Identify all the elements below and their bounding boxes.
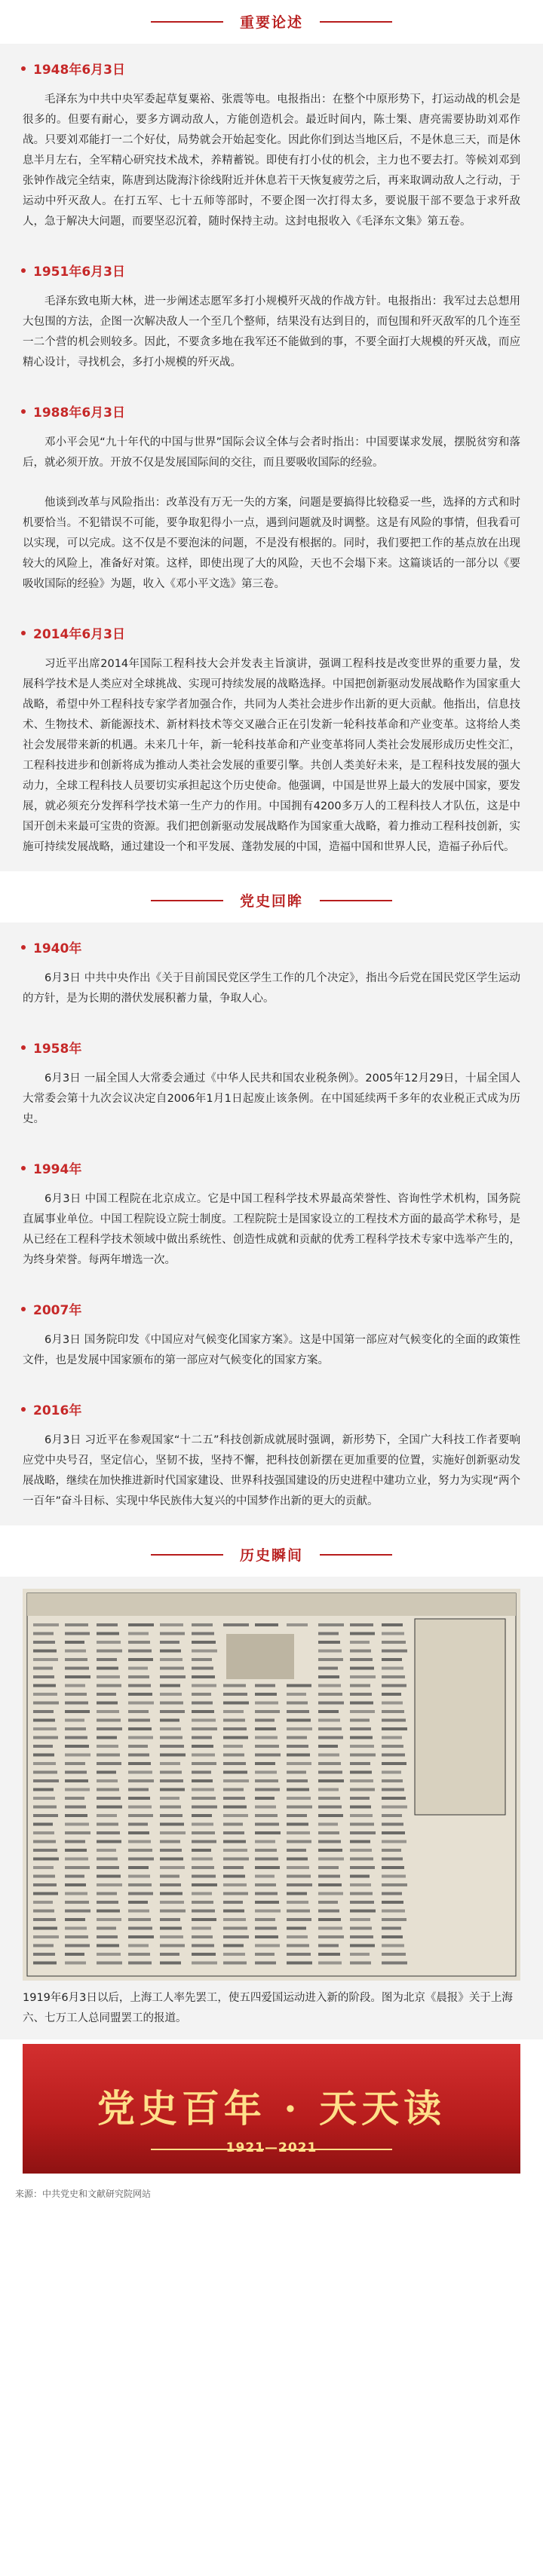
- banner-years: 1921—2021: [225, 2140, 318, 2155]
- review-block: [0, 922, 543, 1525]
- date-heading: [0, 608, 543, 648]
- paragraph: 6月3日 国务院印发《中国应对气候变化国家方案》。这是中国第一部应对气候变化的全面的政策性文件，也是发展中国家颁布的第一部应对气候变化的国家方案。: [23, 1334, 520, 1366]
- bullet-dot-icon: [21, 1307, 26, 1311]
- section-history-moment: [0, 1525, 543, 2039]
- date-label: 2014年6月3日: [33, 627, 125, 642]
- paragraph: 毛泽东致电斯大林，进一步阐述志愿军多打小规模歼灭战的作战方针。电报指出：我军过去总想用大包围的方法，企图一次解决敌人一个至几个整师，结果没有达到目的，而包围和歼灭敌军的几个连至一二个营的机会则较多。因此，不要贪多地在我军还不能做到的事，不要全面打大规模的歼灭战，而应精心设计，寻找机会，多打小规模的歼灭战。: [23, 295, 520, 369]
- date-heading: [0, 246, 543, 286]
- newspaper-illustration: [23, 1589, 520, 1981]
- bullet-dot-icon: [21, 409, 26, 414]
- section-title: 重要论述: [223, 11, 320, 32]
- year-label: 1958年: [33, 1042, 82, 1057]
- year-heading: [0, 1384, 543, 1424]
- banner-title: 党史百年 · 天天读: [97, 2086, 446, 2131]
- section-heading-history-review: [0, 885, 543, 915]
- section-history-review: [0, 871, 543, 1525]
- year-label: 2007年: [33, 1303, 82, 1318]
- paragraph: 6月3日 习近平在参观国家“十二五”科技创新成就展时强调，新形势下，全国广大科技工作者要响应党中央号召，坚定信心，坚韧不拔，坚持不懈，把科技创新摆在更加重要的位置，实施好创新驱动发展战略，继续在加快推进新时代国家建设、世界科技强国建设的历史进程中建功立业，努力为实现“两个一百年”奋斗目标、实现中华民族伟大复兴的中国梦作出新的更大的贡献。: [23, 1434, 521, 1507]
- important-list: [0, 44, 543, 871]
- important-block: [0, 44, 543, 871]
- year-heading: [0, 1284, 543, 1324]
- bullet-dot-icon: [21, 1045, 26, 1050]
- year-heading: [0, 922, 543, 962]
- date-heading: [0, 387, 543, 427]
- paragraph: 6月3日 一届全国人大常委会通过《中华人民共和国农业税条例》。2005年12月29日，十届全国人大常委会第十九次会议决定自2006年1月1日起废止该条例。在中国延续两千多年的农业税正式成为历史。: [23, 1072, 520, 1125]
- bullet-dot-icon: [21, 1166, 26, 1170]
- moment-block: [0, 1577, 543, 2039]
- source-text: 来源：中共党史和文献研究院网站: [15, 2189, 152, 2199]
- year-heading: [0, 1143, 543, 1183]
- year-label: 1994年: [33, 1162, 82, 1177]
- paragraph: 6月3日 中国工程院在北京成立。它是中国工程科学技术界最高荣誉性、咨询性学术机构，国务院直属事业单位。中国工程院设立院士制度。工程院院士是国家设立的工程技术方面的最高学术称号，是从已经在工程科学技术领域中做出系统性、创造性成就和贡献的优秀工程科学技术专家中选举产生的，为终身荣誉。每两年增选一次。: [23, 1193, 520, 1266]
- year-heading: [0, 1023, 543, 1063]
- paragraph: 邓小平会见“九十年代的中国与世界”国际会议全体与会者时指出：中国要谋求发展，摆脱贫穷和落后，就必须开放。开放不仅是发展国际间的交往，而且要吸收国际的经验。: [23, 436, 520, 469]
- date-heading: [0, 44, 543, 84]
- year-label: 1940年: [33, 941, 82, 956]
- section-heading-important: [0, 6, 543, 36]
- party-history-banner: [23, 2044, 520, 2174]
- paragraph: 毛泽东为中共中央军委起草复粟裕、张震等电。电报指出：在整个中原形势下，打运动战的机会是很多的。但要有耐心，要多方调动敌人，方能创造机会。最近时间内，陈士榘、唐亮需要协助刘邓作战。只要刘邓能打一二个好仗，局势就会开始起变化。因此你们到达当地区后，不是休息三天，而是休息半月左右，全军精心研究技术战术，养精蓄锐。即使有打小仗的机会，主力也不要去打。等候刘邓到张钟作战完全结束，陈唐到达陇海汴徐线附近并休息若干天恢复疲劳之后，再来取调动敌人之行动，于运动中歼灭敌人。在打五军、七十五师等部时，不要企图一次打得太多，要说服干部不要急于求歼敌人，急于解决大问题，而要坚忍沉着，随时保持主动。这封电报收入《毛泽东文集》第五卷。: [23, 93, 520, 228]
- paragraph: 他谈到改革与风险指出：改革没有万无一失的方案，问题是要搞得比较稳妥一些，选择的方式和时机要恰当。不犯错误不可能，要争取犯得小一点，遇到问题就及时调整。这是有风险的事情，但我看可以实现，可以完成。这不仅是不要泡沫的问题，不是没有根据的。同时，我们要把工作的基点放在出现较大的风险上，准备好对策。这样，即使出现了大的风险，天也不会塌下来。这篇谈话的一部分以《要吸收国际的经验》为题，收入《邓小平文选》第三卷。: [23, 497, 520, 590]
- bullet-dot-icon: [21, 631, 26, 635]
- section-title: 党史回眸: [223, 890, 320, 910]
- review-list: [0, 922, 543, 1525]
- bullet-dot-icon: [21, 268, 26, 273]
- year-label: 2016年: [33, 1403, 82, 1418]
- section-title: 历史瞬间: [223, 1544, 320, 1565]
- photo-caption: 1919年6月3日以后，上海工人率先罢工，使五四爱国运动进入新的阶段。图为北京《晨报》关于上海六、七万工人总同盟罢工的报道。: [23, 1992, 513, 2024]
- section-important: [0, 0, 543, 871]
- date-label: 1951年6月3日: [33, 265, 125, 280]
- date-label: 1988年6月3日: [33, 405, 125, 421]
- bullet-dot-icon: [21, 945, 26, 950]
- paragraph: 6月3日 中共中央作出《关于目前国民党区学生工作的几个决定》，指出今后党在国民党区学生运动的方针，是为长期的潜伏发展积蓄力量，争取人心。: [23, 972, 520, 1005]
- newspaper-photo: [23, 1589, 520, 1981]
- section-heading-history-moment: [0, 1539, 543, 1569]
- bullet-dot-icon: [21, 66, 26, 71]
- date-label: 1948年6月3日: [33, 63, 125, 78]
- paragraph: 习近平出席2014年国际工程科技大会并发表主旨演讲，强调工程科技是改变世界的重要力量，发展科学技术是人类应对全球挑战、实现可持续发展的战略选择。中国把创新驱动发展战略作为国家重大战略，希望中外工程科技专家学者加强合作，共同为人类社会进步作出新的更大贡献。他指出，信息技术、生物技术、新能源技术、新材料技术等交叉融合正在引发新一轮科技革命和产业变革。这将给人类社会发展带来新的机遇。未来几十年，新一轮科技革命和产业变革将同人类社会发展形成历史性交汇，工程科技进步和创新将成为推动人类社会发展的重要引擎。共创人类美好未来，是工程科技发展的强大动力，全球工程科技人员要切实承担起这个历史使命。他强调，中国是世界上最大的发展中国家，要发展，就必须充分发挥科学技术第一生产力的作用。中国拥有4200多万人的工程科技人才队伍，这是中国开创未来最可宝贵的资源。我们把创新驱动发展战略作为国家重大战略，着力推动工程科技创新，实施可持续发展战略，通过建设一个和平发展、蓬勃发展的中国，造福中国和世界人民，造福子孙后代。: [23, 658, 520, 853]
- bullet-dot-icon: [21, 1407, 26, 1412]
